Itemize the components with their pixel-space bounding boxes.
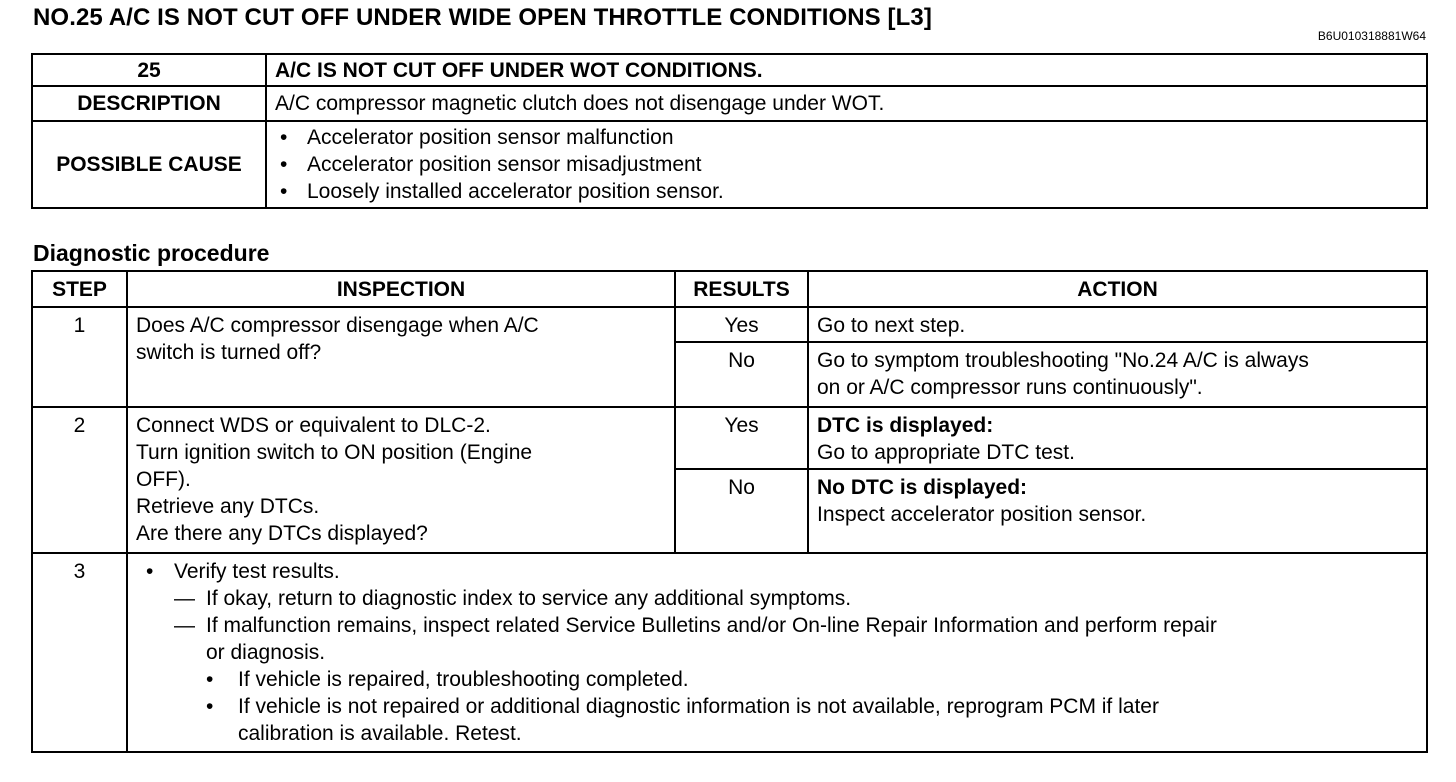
diagnostic-table (31, 270, 1428, 753)
list-item-line: calibration is available. Retest. (238, 722, 522, 745)
list-item (128, 585, 1420, 612)
diagnostic-header-row (32, 271, 1427, 307)
action-heading: No DTC is displayed: (817, 476, 1028, 499)
list-item (128, 612, 1420, 666)
column-header-results: RESULTS (675, 271, 808, 307)
cause-item: • Accelerator position sensor malfunction (307, 124, 1426, 151)
list-item (128, 666, 1420, 693)
action-heading: DTC is displayed: (817, 414, 994, 437)
cause-item: • Loosely installed accelerator position sensor. (307, 178, 1426, 205)
list-item-line: • If vehicle is not repaired or additional diagnostic information is not available, reprogram PCM if later (238, 695, 1159, 718)
symptom-table (31, 53, 1428, 209)
step-3-content (127, 553, 1427, 752)
possible-cause-list-cell (266, 121, 1427, 208)
list-item-line: or diagnosis. (206, 641, 326, 664)
step-inspection (127, 407, 675, 553)
step-number: 2 (32, 407, 127, 553)
inspection-line: Turn ignition switch to ON position (Engine (136, 441, 533, 464)
inspection-line: Are there any DTCs displayed? (136, 522, 428, 545)
table-row (32, 307, 1427, 342)
symptom-header-row (32, 54, 1427, 86)
step-inspection (127, 307, 675, 407)
possible-cause-list (267, 124, 1426, 205)
list-item-line: • If vehicle is repaired, troubleshooting completed. (238, 668, 689, 691)
action-line: Inspect accelerator position sensor. (817, 503, 1147, 526)
step-number: 3 (32, 553, 127, 752)
action-line: Go to symptom troubleshooting "No.24 A/C is always (817, 349, 1309, 372)
list-item-line: — If malfunction remains, inspect related Service Bulletins and/or On-line Repair Information and perform repair (206, 614, 1217, 637)
result-yes: Yes (675, 407, 808, 469)
list-item (128, 693, 1420, 747)
action-cell (808, 407, 1427, 469)
result-no: No (675, 469, 808, 553)
step-3-list (128, 558, 1420, 747)
action-cell (808, 342, 1427, 407)
column-header-inspection: INSPECTION (127, 271, 675, 307)
action-line: Go to appropriate DTC test. (817, 441, 1075, 464)
cause-item: • Accelerator position sensor misadjustment (307, 151, 1426, 178)
step-number: 1 (32, 307, 127, 407)
inspection-line: OFF). (136, 468, 191, 491)
document-code: B6U010318881W64 (1317, 29, 1426, 43)
description-value: A/C compressor magnetic clutch does not disengage under WOT. (266, 86, 1427, 121)
list-item: • Verify test results. (128, 558, 1420, 585)
section-title: Diagnostic procedure (33, 240, 270, 266)
symptom-name: A/C IS NOT CUT OFF UNDER WOT CONDITIONS. (266, 54, 1427, 86)
page-title: NO.25 A/C IS NOT CUT OFF UNDER WIDE OPEN THROTTLE CONDITIONS [L3] (33, 4, 932, 31)
inspection-line: switch is turned off? (136, 341, 322, 364)
list-item-line: — If okay, return to diagnostic index to service any additional symptoms. (206, 587, 852, 610)
possible-cause-row (32, 121, 1427, 208)
column-header-step: STEP (32, 271, 127, 307)
description-row (32, 86, 1427, 121)
description-label: DESCRIPTION (32, 86, 266, 121)
action-cell (808, 469, 1427, 553)
action-cell (808, 307, 1427, 342)
result-no: No (675, 342, 808, 407)
column-header-action: ACTION (808, 271, 1427, 307)
inspection-line: Connect WDS or equivalent to DLC-2. (136, 414, 491, 437)
action-line: Go to next step. (817, 314, 966, 337)
symptom-number: 25 (32, 54, 266, 86)
possible-cause-label: POSSIBLE CAUSE (32, 121, 266, 208)
table-row (32, 407, 1427, 469)
table-row (32, 553, 1427, 752)
inspection-line: Does A/C compressor disengage when A/C (136, 314, 539, 337)
action-line: on or A/C compressor runs continuously". (817, 376, 1203, 399)
inspection-line: Retrieve any DTCs. (136, 495, 320, 518)
result-yes: Yes (675, 307, 808, 342)
